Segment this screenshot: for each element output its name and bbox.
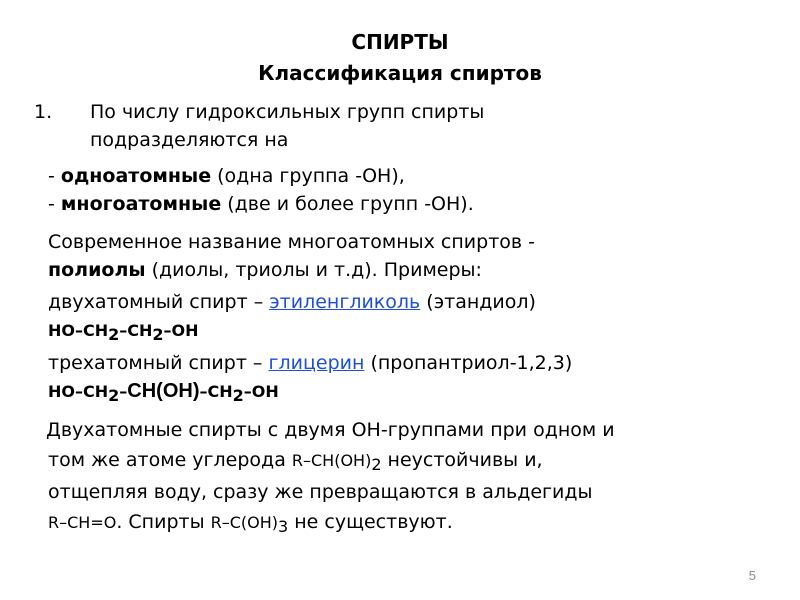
- note-line4: [48, 510, 453, 535]
- note-text: неустойчивы и,: [381, 449, 543, 471]
- note-text: том же атоме углерода: [48, 449, 292, 471]
- formula-part: R–C(OH): [210, 513, 279, 532]
- formula-glycerol: [48, 379, 279, 404]
- formula-part: R–CH=O: [48, 513, 117, 532]
- modern-name-line: Современное название многоатомных спиртов -: [48, 231, 535, 253]
- ethylene-glycol-link[interactable]: этиленгликоль: [269, 291, 421, 313]
- formula-part: CH(OH): [127, 380, 200, 402]
- glycerol-link[interactable]: глицерин: [268, 352, 365, 374]
- triol-example-line: [48, 351, 572, 375]
- note-line3: отщепляя воду, сразу же превращаются в альдегиды: [48, 481, 593, 503]
- polyols-line: [48, 258, 482, 282]
- triol-suffix: (пропантриол-1,2,3): [364, 352, 573, 374]
- polyhydric-desc: (две и более групп -ОН).: [221, 193, 474, 215]
- formula-part: –CH: [119, 321, 153, 340]
- list-number: 1.: [34, 101, 53, 123]
- formula-part: –OH: [163, 321, 199, 340]
- polyhydric-term: многоатомные: [60, 193, 222, 215]
- diol-suffix: (этандиол): [420, 291, 536, 313]
- polyols-term: полиолы: [48, 259, 146, 281]
- dash: -: [48, 165, 61, 187]
- diol-prefix: двухатомный спирт –: [48, 291, 270, 313]
- monohydric-term: одноатомные: [60, 165, 212, 187]
- monohydric-desc: (одна группа -ОН),: [211, 165, 405, 187]
- dash: -: [48, 193, 61, 215]
- page-number: 5: [748, 568, 756, 583]
- monohydric-line: [48, 164, 405, 188]
- formula-part: –OH: [243, 382, 279, 401]
- formula-sub: 2: [232, 386, 244, 405]
- formula-sub: 2: [108, 386, 120, 405]
- slide-title: СПИРТЫ: [351, 30, 449, 54]
- note-text: не существуют.: [288, 511, 453, 533]
- slide-subtitle: Классификация спиртов: [258, 61, 542, 85]
- polyhydric-line: [48, 192, 474, 216]
- intro-text-line2: подразделяются на: [90, 129, 289, 151]
- polyols-desc: (диолы, триолы и т.д). Примеры:: [145, 259, 482, 281]
- formula-sub: 3: [278, 517, 289, 536]
- formula-part: –CH: [199, 382, 233, 401]
- formula-part: –: [119, 382, 128, 401]
- list-item-1: [34, 100, 485, 124]
- formula-sub: 2: [108, 325, 120, 344]
- note-text: . Спирты: [116, 511, 211, 533]
- formula-ethylene-glycol: [48, 318, 199, 343]
- note-line2: [48, 448, 543, 473]
- formula-part: HO–CH: [48, 382, 109, 401]
- triol-prefix: трехатомный спирт –: [48, 352, 269, 374]
- note-line1: Двухатомные спирты с двумя ОН-группами при одном и: [46, 419, 615, 441]
- diol-example-line: [48, 290, 536, 314]
- formula-sub: 2: [371, 455, 382, 474]
- formula-part: HO–CH: [48, 321, 109, 340]
- formula-sub: 2: [152, 325, 164, 344]
- formula-part: R–CH(OH): [291, 451, 372, 470]
- intro-text-line1: По числу гидроксильных групп спирты: [90, 101, 485, 123]
